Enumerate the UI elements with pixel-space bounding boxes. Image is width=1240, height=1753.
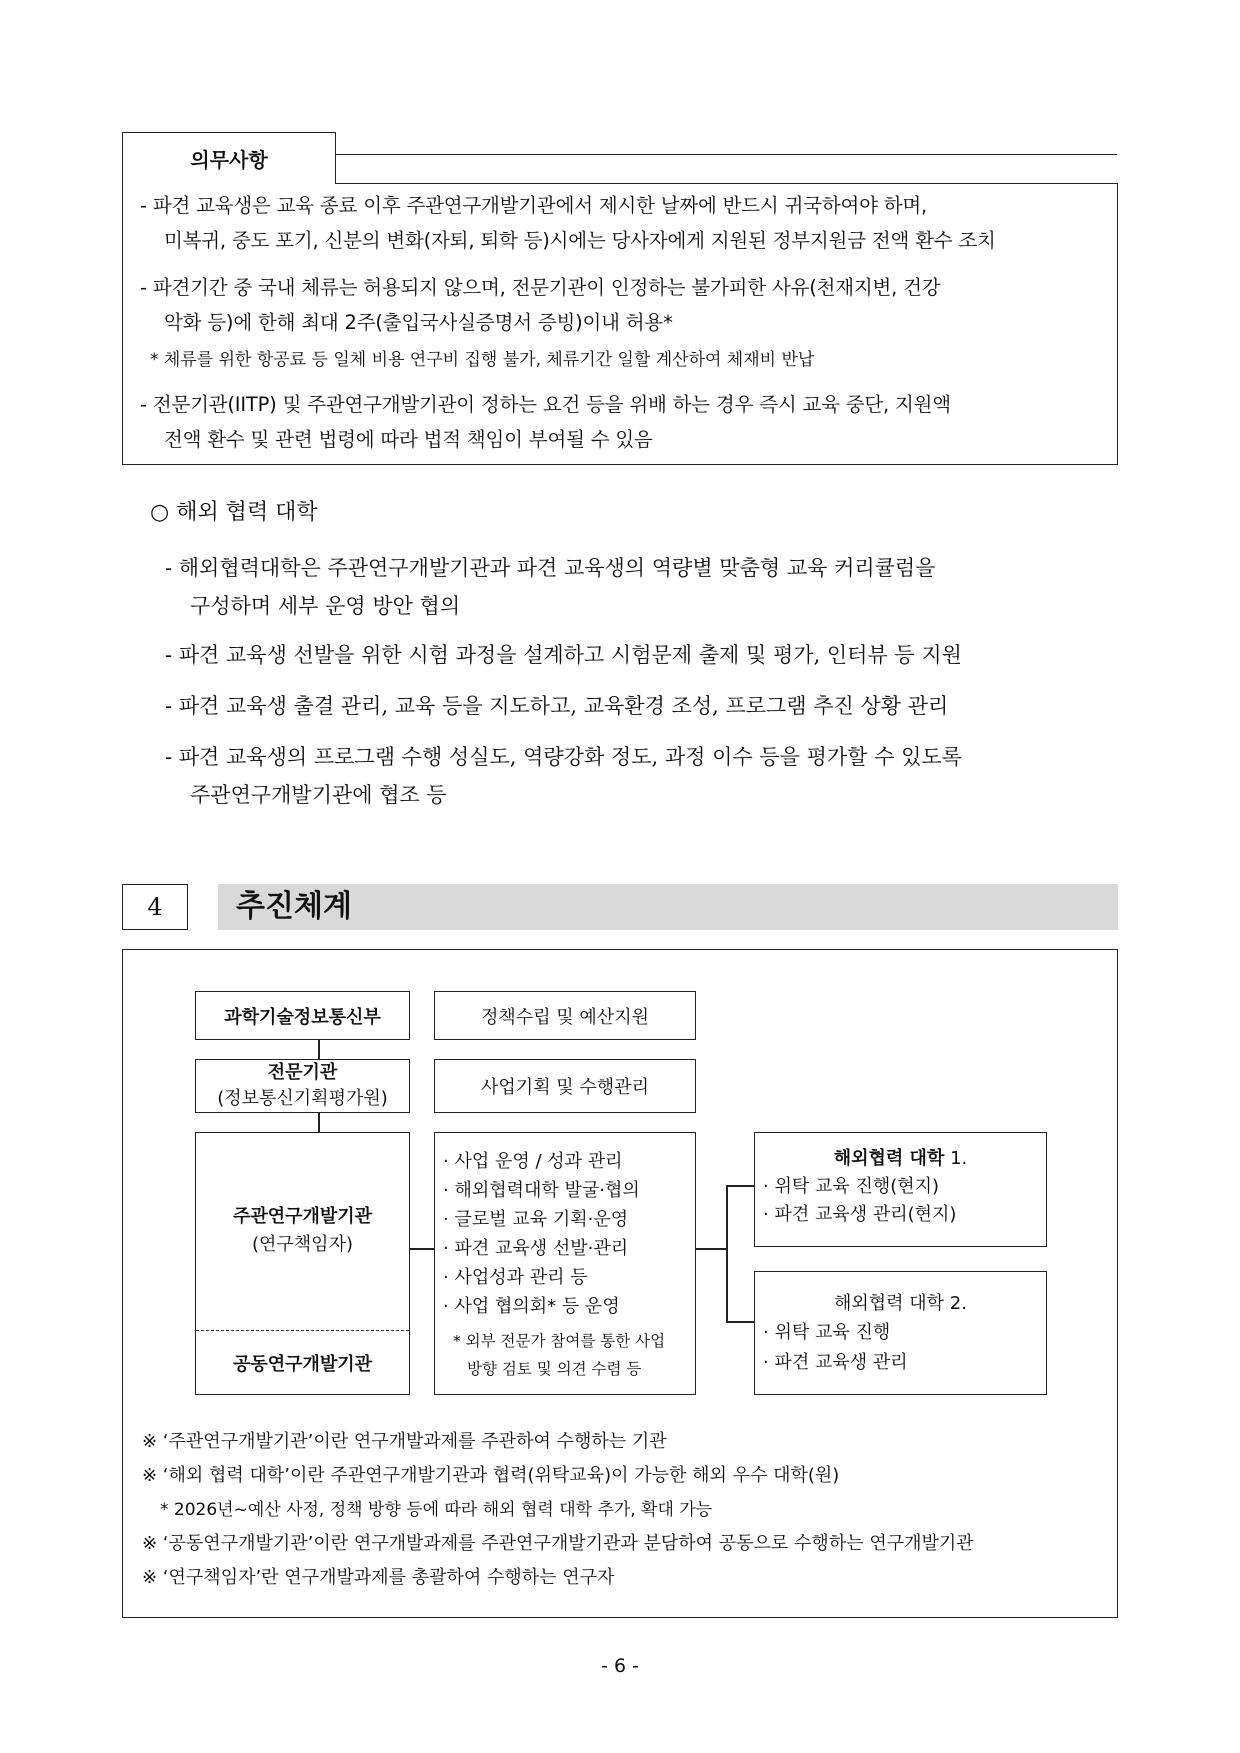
connector (410, 1248, 434, 1250)
obligation-line-4: 악화 등)에 한해 최대 2주(출입국사실증명서 증빙)이내 허용* (164, 311, 673, 334)
lead-roles-box (434, 1132, 696, 1395)
obligation-note: * 체류를 위한 항공료 등 일체 비용 연구비 집행 불가, 체류기간 일할 계산하여 체재비 반납 (150, 350, 815, 370)
obligation-line-6: 전액 환수 및 관련 법령에 따라 법적 책임이 부여될 수 있음 (164, 428, 653, 451)
overseas-line-2: 구성하며 세부 운영 방안 협의 (190, 594, 461, 618)
agency-name: 전문기관 (267, 1062, 338, 1083)
connector (726, 1321, 754, 1323)
footnote-1: ※ ‘주관연구개발기관’이란 연구개발과제를 주관하여 수행하는 기관 (142, 1431, 667, 1452)
university-2-item: · 파견 교육생 관리 (763, 1352, 908, 1373)
page-number: - 6 - (601, 1655, 639, 1677)
lead-note (453, 1327, 665, 1383)
university-1-number: 1. (944, 1148, 968, 1169)
overseas-heading: ○ 해외 협력 대학 (150, 500, 318, 525)
joint-name: 공동연구개발기관 (232, 1354, 373, 1375)
agency-role: 사업기획 및 수행관리 (481, 1077, 649, 1098)
university-2-list (763, 1318, 908, 1378)
connector (318, 1113, 320, 1133)
msit-label: 과학기술정보통신부 (224, 1006, 381, 1028)
university-1-title (755, 1145, 1046, 1173)
lead-name: 주관연구개발기관 (232, 1206, 373, 1227)
overseas-line-5: - 파견 교육생의 프로그램 수행 성실도, 역량강화 정도, 과정 이수 등을 평가할 수 있도록 (165, 745, 962, 769)
overseas-line-3: - 파견 교육생 선발을 위한 시험 과정을 설계하고 시험문제 출제 및 평가, 인터뷰 등 지원 (165, 643, 962, 667)
footnote-sub: * 2026년~예산 사정, 정책 방향 등에 따라 해외 협력 대학 추가, 확대 가능 (160, 1500, 713, 1520)
connector (696, 1248, 726, 1250)
msit-box (195, 991, 410, 1040)
joint-block (196, 1333, 409, 1393)
lead-role-item: · 해외협력대학 발굴·협의 (443, 1180, 640, 1201)
obligations-top-rule (336, 154, 1117, 155)
university-2-title: 해외협력 대학 2. (834, 1293, 967, 1314)
footnote-4: ※ ‘연구책임자’란 연구개발과제를 총괄하여 수행하는 연구자 (142, 1567, 615, 1588)
overseas-line-6: 주관연구개발기관에 협조 등 (190, 783, 447, 807)
university-2-item: · 위탁 교육 진행 (763, 1322, 891, 1343)
lead-institution-box (195, 1132, 410, 1395)
msit-role: 정책수립 및 예산지원 (481, 1006, 649, 1028)
footnote-2: ※ ‘해외 협력 대학’이란 주관연구개발기관과 협력(위탁교육)이 가능한 해외 우수 대학(원) (142, 1465, 840, 1486)
lead-note-line-2: 방향 검토 및 의견 수렴 등 (467, 1360, 642, 1378)
lead-role-item: · 사업 협의회* 등 운영 (443, 1296, 620, 1317)
overseas-line-4: - 파견 교육생 출결 관리, 교육 등을 지도하고, 교육환경 조성, 프로그램 추진 상황 관리 (165, 694, 949, 718)
lead-role-item: · 글로벌 교육 기획·운영 (443, 1209, 629, 1230)
lead-role-item: · 사업 운영 / 성과 관리 (443, 1151, 623, 1172)
university-2-box (754, 1271, 1047, 1395)
university-1-item: · 파견 교육생 관리(현지) (763, 1204, 957, 1225)
agency-box (195, 1059, 410, 1113)
section-title: 추진체계 (236, 889, 352, 924)
obligations-tab: 의무사항 (122, 132, 336, 184)
overseas-line-1: - 해외협력대학은 주관연구개발기관과 파견 교육생의 역량별 맞춤형 교육 커리큘럼을 (165, 556, 936, 580)
obligation-line-2: 미복귀, 중도 포기, 신분의 변화(자퇴, 퇴학 등)시에는 당사자에게 지원된 정부지원금 전액 환수 조치 (164, 229, 996, 252)
university-1-list (763, 1173, 956, 1229)
section-number: 4 (122, 884, 188, 930)
dashed-divider (196, 1330, 409, 1331)
section-title-bar (218, 884, 1118, 930)
obligation-line-3: - 파견기간 중 국내 체류는 허용되지 않으며, 전문기관이 인정하는 불가피한 사유(천재지변, 건강 (140, 276, 941, 299)
footnote-3: ※ ‘공동연구개발기관’이란 연구개발과제를 주관연구개발기관과 분담하여 공동으로 수행하는 연구개발기관 (142, 1533, 974, 1554)
obligation-line-5: - 전문기관(IITP) 및 주관연구개발기관이 정하는 요건 등을 위배 하는 경우 즉시 교육 중단, 지원액 (140, 393, 951, 416)
lead-note-line-1: * 외부 전문가 참여를 통한 사업 (453, 1332, 666, 1350)
msit-role-box (434, 991, 696, 1040)
lead-role-item: · 사업성과 관리 등 (443, 1267, 588, 1288)
obligation-line-1: - 파견 교육생은 교육 종료 이후 주관연구개발기관에서 제시한 날짜에 반드시 귀국하여야 하며, (140, 194, 928, 217)
connector (726, 1185, 728, 1322)
university-1-box (754, 1132, 1047, 1247)
agency-role-box (434, 1059, 696, 1113)
university-1-name: 해외협력 대학 (833, 1148, 945, 1169)
lead-role-item: · 파견 교육생 선발·관리 (443, 1238, 629, 1259)
lead-sub: (연구책임자) (252, 1234, 353, 1255)
agency-sub: (정보통신기획평가원) (217, 1088, 388, 1109)
lead-block (196, 1181, 409, 1281)
lead-roles-list (443, 1147, 640, 1321)
connector (726, 1185, 754, 1187)
university-1-item: · 위탁 교육 진행(현지) (763, 1176, 940, 1197)
